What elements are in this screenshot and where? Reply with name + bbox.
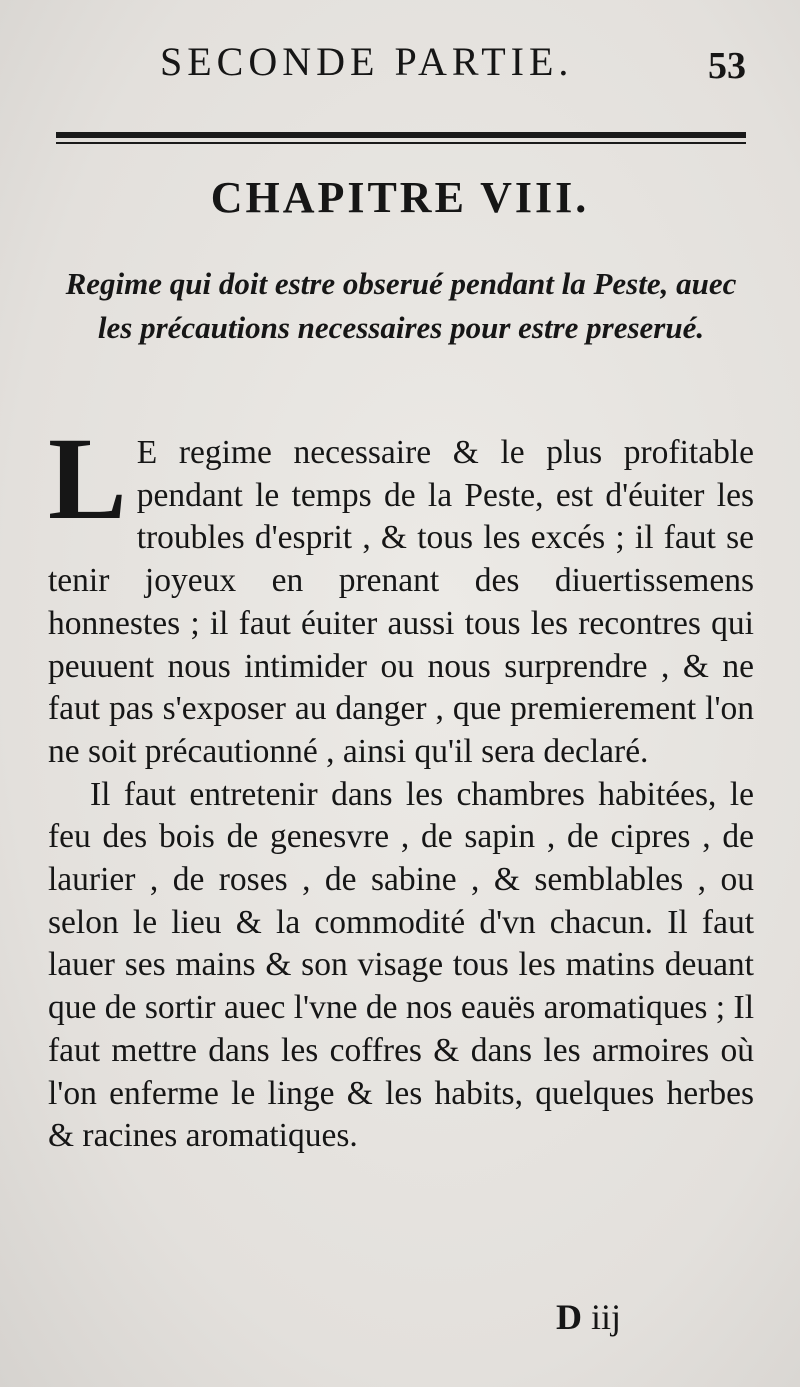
header-rule-thick	[56, 132, 746, 138]
paragraph-1	[48, 413, 754, 774]
chapter-subtitle: Regime qui doit estre obserué pendant la Peste, auec les précautions necessaires pour estre preserué.	[65, 266, 737, 345]
signature-letter: D	[556, 1297, 582, 1337]
header-rule-thin	[56, 142, 746, 144]
drop-cap: L	[48, 413, 127, 544]
page-number: 53	[708, 45, 746, 87]
paragraph-1-text: E regime necessaire & le plus profitable pendant le temps de la Peste, est d'éuiter les troubles d'esprit , & tous les excés ; il faut se tenir joyeux en prenant des diuertissemens honnestes ; il faut éuiter aussi tous les recontres qui peuuent nous intimider ou nous surprendre , & ne faut pas s'exposer au danger , que premierement l'on ne soit précautionné , ainsi qu'il sera declaré.	[48, 434, 754, 770]
body-text	[48, 413, 754, 1158]
chapter-title: CHAPITRE VIII.	[210, 173, 590, 222]
running-title: SECONDE PARTIE.	[160, 39, 574, 84]
page-header	[0, 30, 800, 90]
paragraph-2: Il faut entretenir dans les chambres habitées, le feu des bois de genesvre , de sapin , de cipres , de laurier , de roses , de sabine , & semblables , ou selon le lieu & la commodité d'vn chacun. Il faut lauer ses mains & son visage tous les matins deuant que de sortir auec l'vne de nos eauës aromatiques ; Il faut mettre dans les coffres & dans les armoires où l'on enferme le linge & les habits, quelques herbes & racines aromatiques.	[48, 775, 754, 1155]
signature-mark	[556, 1296, 621, 1338]
signature-numeral: iij	[591, 1297, 622, 1337]
